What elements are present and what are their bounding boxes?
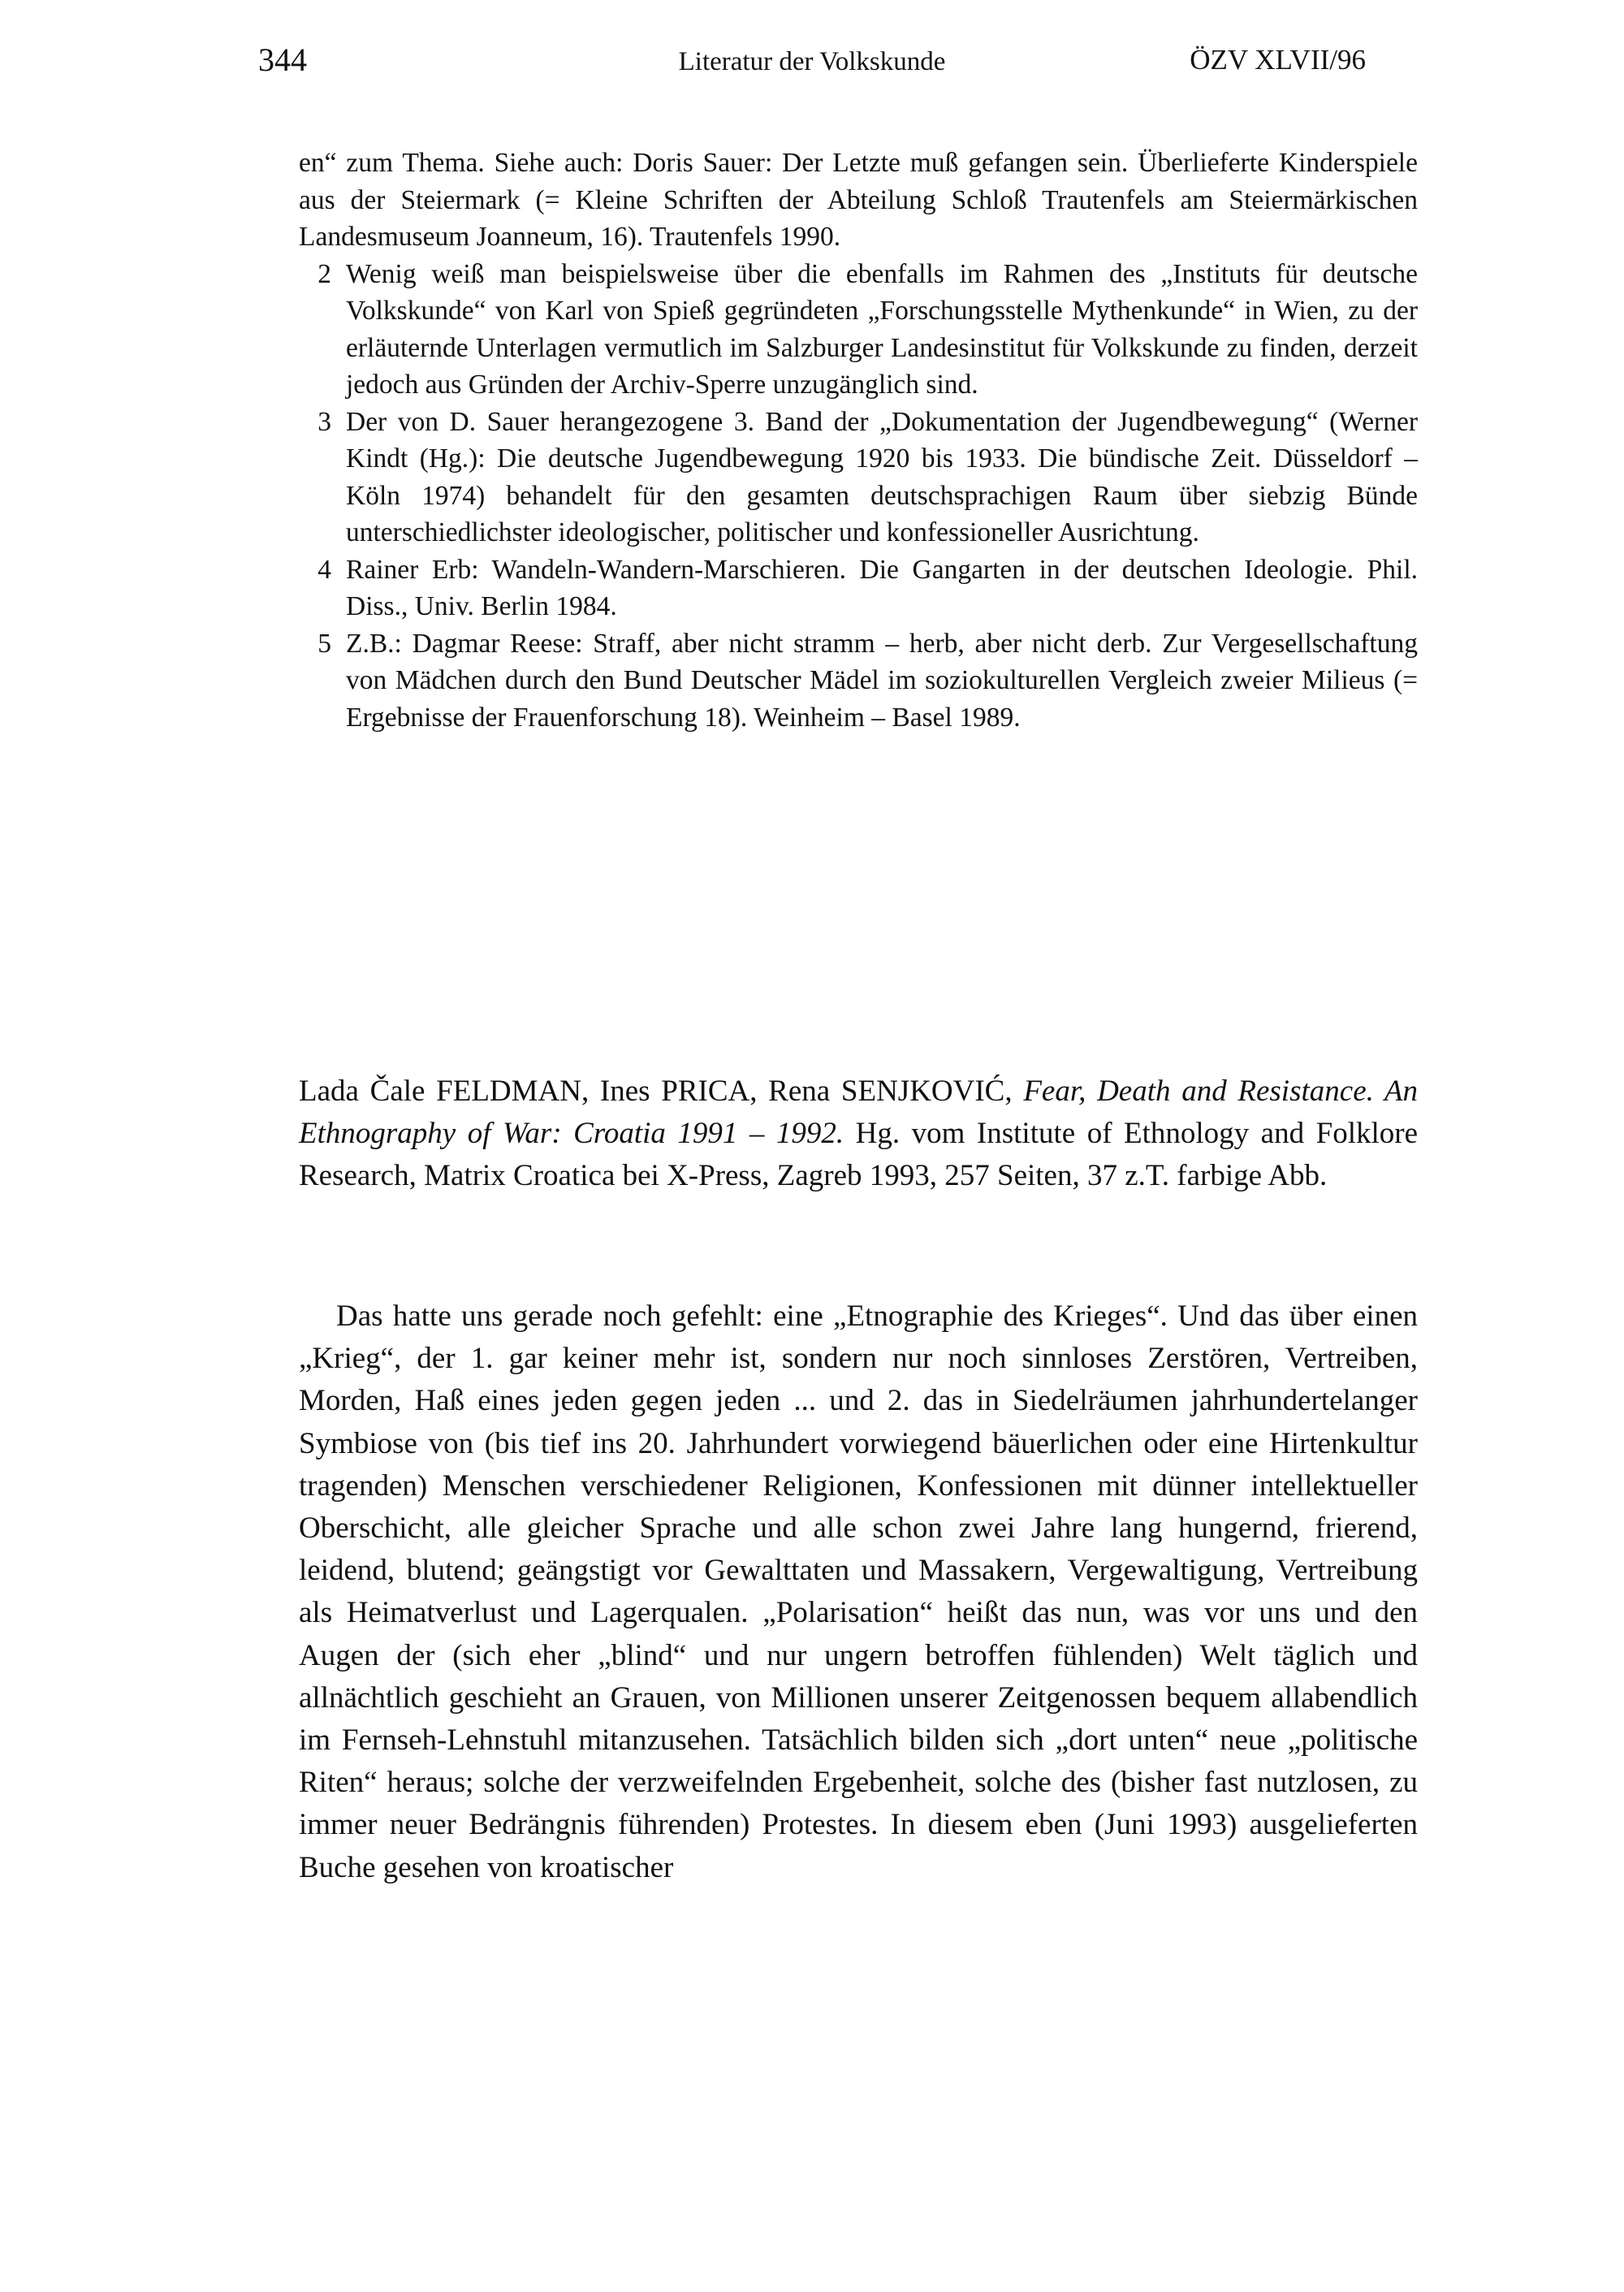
running-head [258, 42, 1366, 78]
journal-reference: ÖZV XLVII/96 [1190, 44, 1366, 76]
footnotes-block [299, 145, 1418, 736]
review-authors: Lada Čale FELDMAN, Ines PRICA, Rena SENJKOVIĆ, [299, 1075, 1024, 1108]
footnote-item [299, 404, 1418, 551]
footnote-item [299, 256, 1418, 404]
footnote-number: 4 [317, 554, 331, 585]
footnote-text: Z.B.: Dagmar Reese: Straff, aber nicht stramm – herb, aber nicht derb. Zur Vergesellschaftung von Mädchen durch den Bund Deutscher Mädel im soziokulturellen Vergleich zweier Milieus (= Ergebnisse der Frauenforschung 18). Weinheim – Basel 1989. [346, 628, 1418, 733]
footnote-text: Der von D. Sauer herangezogene 3. Band der „Dokumentation der Jugendbewegung“ (Werner Kindt (Hg.): Die deutsche Jugendbewegung 1920 bis 1933. Die bündische Zeit. Düsseldorf – Köln 1974) behandelt für den gesamten deutschsprachigen Raum über siebzig Bünde unterschiedlichster ideologischer, politischer und konfessioneller Ausrichtung. [346, 406, 1418, 547]
review-imprint: Hg. vom Institute of Ethnology and Folklore Research, Matrix Croatica bei X-Press, Zagreb 1993, 257 Seiten, 37 z.T. farbige Abb. [299, 1117, 1418, 1192]
running-title: Literatur der Volkskunde [678, 47, 946, 76]
review-title: Fear, Death and Resistance. An Ethnography of War: Croatia 1991 – 1992. [299, 1075, 1418, 1150]
footnote-text: Wenig weiß man beispielsweise über die ebenfalls im Rahmen des „Instituts für deutsche Volkskunde“ von Karl von Spieß gegründeten „Forschungsstelle Mythenkunde“ in Wien, zu der erläuternde Unterlagen vermutlich im Salzburger Landesinstitut für Volkskunde zu finden, derzeit jedoch aus Gründen der Archiv-Sperre unzugänglich sind. [346, 258, 1418, 400]
footnote-number: 3 [317, 406, 331, 437]
footnote-number: 5 [317, 628, 331, 659]
review-paragraph: Das hatte uns gerade noch gefehlt: eine „Etnographie des Krieges“. Und das über einen „Krieg“, der 1. gar keiner mehr ist, sondern nur noch sinnloses Zerstören, Vertreiben, Morden, Haß eines jeden gegen jeden ... und 2. das in Siedelräumen jahrhundertelanger Symbiose von (bis tief ins 20. Jahrhundert vorwiegend bäuerlichen oder eine Hirtenkultur tragenden) Menschen verschiedener Religionen, Konfessionen mit dünner intellektueller Oberschicht, alle gleicher Sprache und alle schon zwei Jahre lang hungernd, frierend, leidend, blutend; geängstigt vor Gewalttaten und Massakern, Vergewaltigung, Vertreibung als Heimatverlust und Lagerqualen. „Polarisation“ heißt das nun, was vor uns und den Augen der (sich eher „blind“ und nur ungern betroffen fühlenden) Welt täglich und allnächtlich geschieht an Grauen, von Millionen unserer Zeitgenossen bequem allabendlich im Fernseh-Lehnstuhl mitanzusehen. Tatsächlich bilden sich „dort unten“ neue „politische Riten“ heraus; solche der verzweifelnden Ergebenheit, solche des (bisher fast nutzlosen, zu immer neuer Bedrängnis führenden) Protestes. In diesem eben (Juni 1993) ausgelieferten Buche gesehen von kroatischer [299, 1300, 1418, 1884]
footnote-item [299, 625, 1418, 737]
footnote-text: Rainer Erb: Wandeln-Wandern-Marschieren. Die Gangarten in der deutschen Ideologie. Phil. Diss., Univ. Berlin 1984. [346, 554, 1418, 621]
footnote-number: 2 [317, 258, 331, 289]
review-body [299, 1295, 1418, 1889]
footnote-continuation: en“ zum Thema. Siehe auch: Doris Sauer: Der Letzte muß gefangen sein. Überlieferte Kinderspiele aus der Steiermark (= Kleine Schriften der Abteilung Schloß Trautenfels am Steiermärkischen Landesmuseum Joanneum, 16). Trautenfels 1990. [299, 148, 1418, 252]
footnote-item [299, 551, 1418, 625]
page-number: 344 [258, 41, 307, 78]
review-heading [299, 1070, 1418, 1197]
